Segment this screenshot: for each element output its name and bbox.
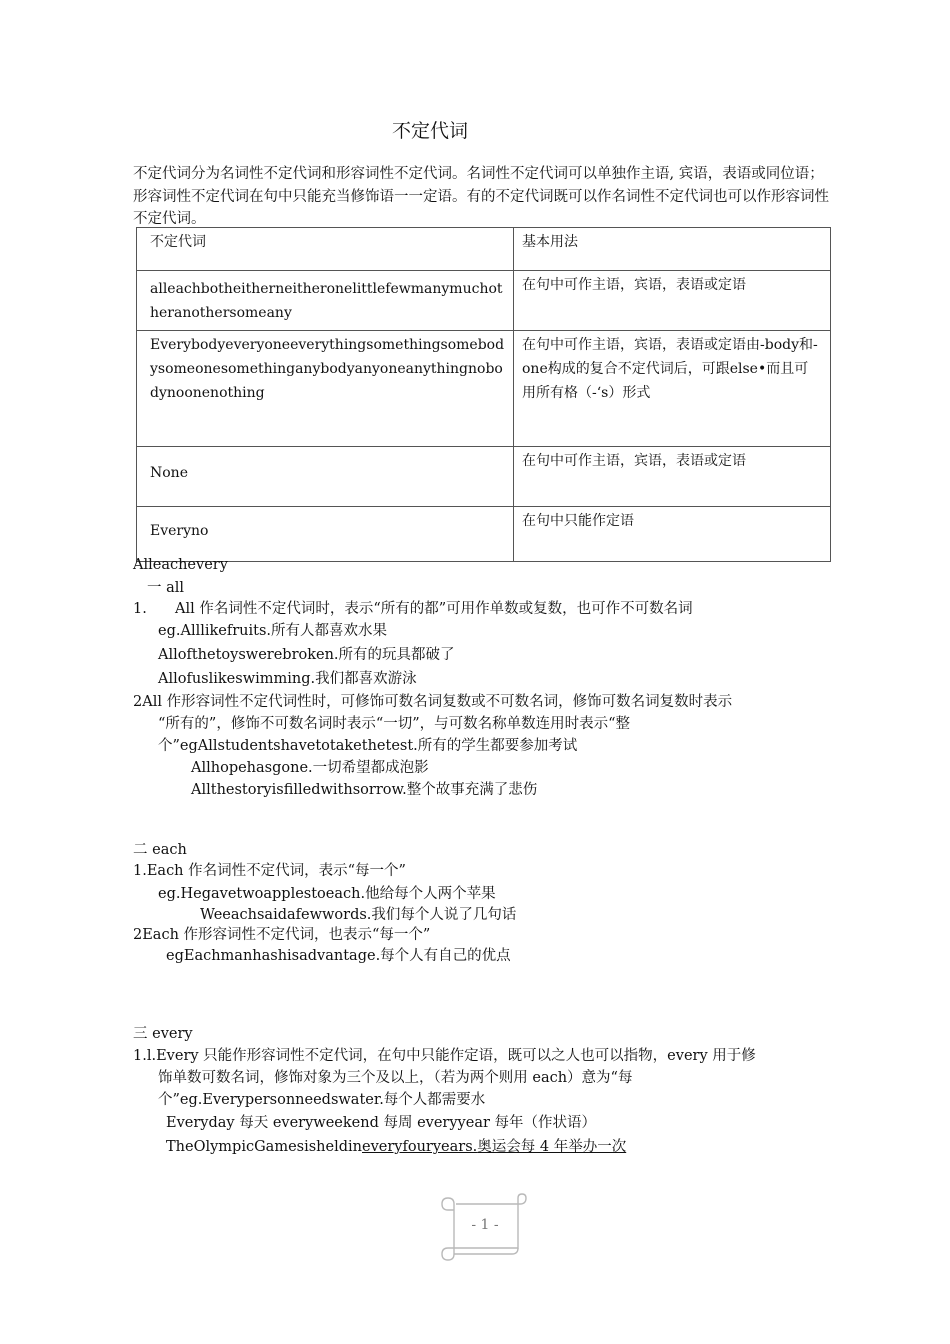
subsection-heading: 一 all — [147, 580, 185, 596]
example-line: Allthestoryisfilledwithsorrow.整个故事充满了悲伤 — [191, 782, 538, 798]
text-line: 2All 作形容词性不定代词性时，可修饰可数名词复数或不可数名词，修饰可数名词复数时表示 — [133, 694, 733, 710]
example-text: TheOlympicGamesisheldin — [166, 1139, 362, 1155]
pronoun-table — [136, 227, 831, 562]
list-number: 1. — [133, 601, 147, 617]
subsection-heading: 三 every — [133, 1026, 193, 1042]
table-cell-usage: 在句中可作主语，宾语，表语或定语由-body和-one构成的复合不定代词后，可跟else•而且可用所有格（-‘s）形式 — [514, 331, 831, 447]
text-line: 个”egAllstudentshavetotakethetest.所有的学生都要参加考试 — [158, 738, 578, 754]
example-line: Allofthetoyswerebroken.所有的玩具都破了 — [158, 647, 455, 663]
intro-paragraph: 不定代词分为名词性不定代词和形容词性不定代词。名词性不定代词可以单独作主语, 宾语，表语或同位语；形容词性不定代词在句中只能充当修饰语一一定语。有的不定代词既可以作名词性不定代词也可以作形容词性不定代词。 — [133, 166, 829, 227]
subsection-heading: 二 each — [133, 842, 187, 858]
text-line: 饰单数可数名词，修饰对象为三个及以上，（若为两个则用 each）意为“每 — [158, 1070, 633, 1086]
table-header-cell: 基本用法 — [514, 228, 831, 271]
text-line: 1.Each 作名词性不定代词，表示“每一个” — [133, 863, 406, 879]
table-row — [137, 331, 831, 447]
table-cell-usage: 在句中可作主语，宾语，表语或定语 — [514, 271, 831, 331]
table-cell-pronouns: Everyno — [137, 507, 514, 562]
section-heading: Alleachevery — [133, 557, 228, 573]
table-header-row — [137, 228, 831, 271]
example-line: eg.Alllikefruits.所有人都喜欢水果 — [158, 623, 388, 639]
text-line: 1.l.Every 只能作形容词性不定代词，在句中只能作定语，既可以之人也可以指物，every 用于修 — [133, 1048, 756, 1064]
table-row — [137, 507, 831, 562]
example-line: eg.Hegavetwoapplestoeach.他给每个人两个苹果 — [158, 886, 496, 902]
example-translation: 奥运会每 4 年举办一次 — [477, 1139, 627, 1155]
text-line: All 作名词性不定代词时，表示“所有的都”可用作单数或复数，也可作不可数名词 — [175, 601, 693, 617]
example-line: Weeachsaidafewwords.我们每个人说了几句话 — [200, 907, 517, 923]
page-number: - 1 - — [471, 1217, 499, 1233]
table-row — [137, 447, 831, 507]
example-line: Everyday 每天 everyweekend 每周 everyyear 每年（作状语） — [166, 1115, 597, 1131]
text-line: “所有的”，修饰不可数名词时表示“一切”，与可数名称单数连用时表示“整 — [158, 716, 631, 732]
table-cell-usage: 在句中可作主语，宾语，表语或定语 — [514, 447, 831, 507]
example-line: Allofuslikeswimming.我们都喜欢游泳 — [158, 671, 417, 687]
example-line: Allhopehasgone.一切希望都成泡影 — [191, 760, 429, 776]
text-line: 2Each 作形容词性不定代词，也表示“每一个” — [133, 927, 431, 943]
underlined-text: everyfouryears. — [362, 1139, 478, 1155]
table-cell-pronouns: Everybodyeveryoneeverythingsomethingsomebodysomeonesomethinganybodyanyoneanythingnobodynoonenothing — [137, 331, 514, 447]
example-line — [166, 1136, 626, 1158]
table-header-cell: 不定代词 — [137, 228, 514, 271]
example-line: egEachmanhashisadvantage.每个人有自己的优点 — [166, 948, 511, 964]
table-row — [137, 271, 831, 331]
table-cell-pronouns: None — [137, 447, 514, 507]
page-title: 不定代词 — [391, 120, 468, 142]
text-line: 个”eg.Everypersonneedswater.每个人都需要水 — [158, 1092, 486, 1108]
table-cell-pronouns: alleachbotheitherneitheronelittlefewmanymuchotheranothersomeany — [137, 271, 514, 331]
table-cell-usage: 在句中只能作定语 — [514, 507, 831, 562]
